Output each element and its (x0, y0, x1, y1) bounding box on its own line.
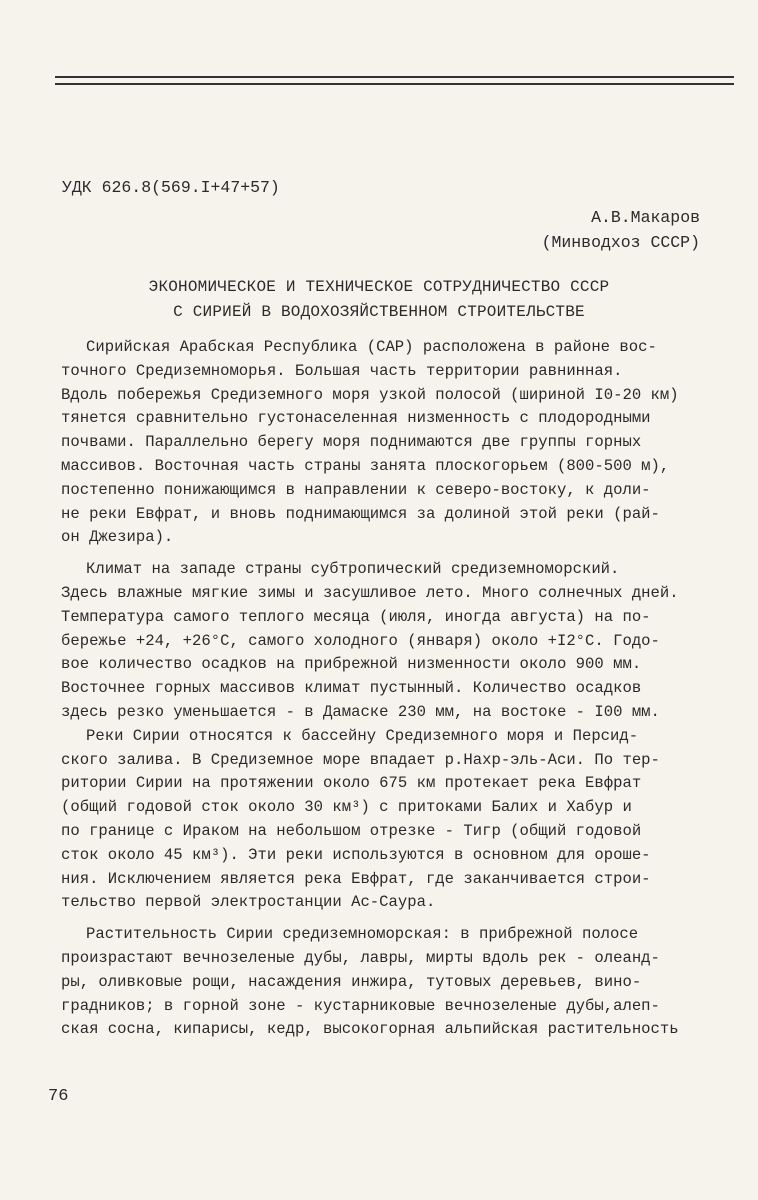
text-line: градников; в горной зоне - кустарниковые вечнозеленые дубы,алеп- (61, 996, 660, 1015)
text-line: ская сосна, кипарисы, кедр, высокогорная альпийская растительность (61, 1020, 679, 1039)
text-line: массивов. Восточная часть страны занята плоскогорьем (800-500 м), (61, 456, 670, 475)
title-line: ЭКОНОМИЧЕСКОЕ И ТЕХНИЧЕСКОЕ СОТРУДНИЧЕСТВО СССР (148, 278, 610, 296)
text-line: сток около 45 км³). Эти реки используются в основном для ороше- (61, 845, 651, 864)
paragraph (61, 558, 751, 725)
text-line: тянется сравнительно густонаселенная низменность с плодородными (61, 409, 651, 428)
article-title (60, 275, 698, 325)
text-line: Вдоль побережья Средиземного моря узкой полосой (шириной I0-20 км) (61, 385, 679, 404)
text-line: точного Средиземноморья. Большая часть территории равнинная. (61, 361, 623, 380)
text-line: ры, оливковые рощи, насаждения инжира, тутовых деревьев, вино- (61, 972, 642, 991)
author-name: А.В.Макаров (591, 208, 700, 227)
text-line: постепенно понижающимся в направлении к северо-востоку, к доли- (61, 480, 651, 499)
text-line: тельство первой электростанции Ас-Саура. (61, 893, 436, 912)
text-line: Температура самого теплого месяца (июля, иногда августа) на по- (61, 607, 651, 626)
text-line: произрастают вечнозеленые дубы, лавры, мирты вдоль рек - олеанд- (61, 948, 660, 967)
udk-code: УДК 626.8(569.I+47+57) (62, 178, 280, 197)
author-block (542, 205, 700, 255)
paragraph (61, 725, 751, 915)
text-line: ритории Сирии на протяжении около 675 км протекает река Евфрат (61, 774, 642, 793)
paragraph (61, 923, 751, 1042)
text-line: Растительность Сирии средиземноморская: в прибрежной полосе (86, 925, 639, 944)
page-number: 76 (48, 1087, 69, 1106)
article-body (61, 336, 751, 1042)
text-line: по границе с Ираком на небольшом отрезке - Тигр (общий годовой (61, 821, 642, 840)
text-line: он Джезира). (61, 528, 174, 547)
top-rule-second (55, 83, 734, 85)
text-line: (общий годовой сток около 30 км³) с притоками Балих и Хабур и (61, 798, 632, 817)
text-line: здесь резко уменьшается - в Дамаске 230 мм, на востоке - I00 мм. (61, 702, 660, 721)
text-line: Здесь влажные мягкие зимы и засушливое лето. Много солнечных дней. (61, 583, 679, 602)
text-line: вое количество осадков на прибрежной низменности около 900 мм. (61, 655, 642, 674)
paragraph (61, 336, 751, 550)
title-line: С СИРИЕЙ В ВОДОХОЗЯЙСТВЕННОМ СТРОИТЕЛЬСТВЕ (173, 303, 585, 321)
top-rule (55, 76, 734, 78)
text-line: Восточнее горных массивов климат пустынный. Количество осадков (61, 679, 642, 698)
author-organization: (Минводхоз СССР) (541, 233, 700, 252)
text-line: Климат на западе страны субтропический средиземноморский. (86, 560, 620, 579)
text-line: почвами. Параллельно берегу моря поднимаются две группы горных (61, 433, 642, 452)
text-line: бережье +24, +26°С, самого холодного (января) около +I2°С. Годо- (61, 631, 660, 650)
text-line: не реки Евфрат, и вновь поднимающимся за долиной этой реки (рай- (61, 504, 660, 523)
text-line: Реки Сирии относятся к бассейну Средиземного моря и Персид- (86, 726, 639, 745)
text-line: Сирийская Арабская Республика (САР) расположена в районе вос- (86, 338, 657, 356)
text-line: ния. Исключением является река Евфрат, где заканчивается строи- (61, 869, 651, 888)
text-line: ского залива. В Средиземное море впадает р.Нахр-эль-Аси. По тер- (61, 750, 660, 769)
